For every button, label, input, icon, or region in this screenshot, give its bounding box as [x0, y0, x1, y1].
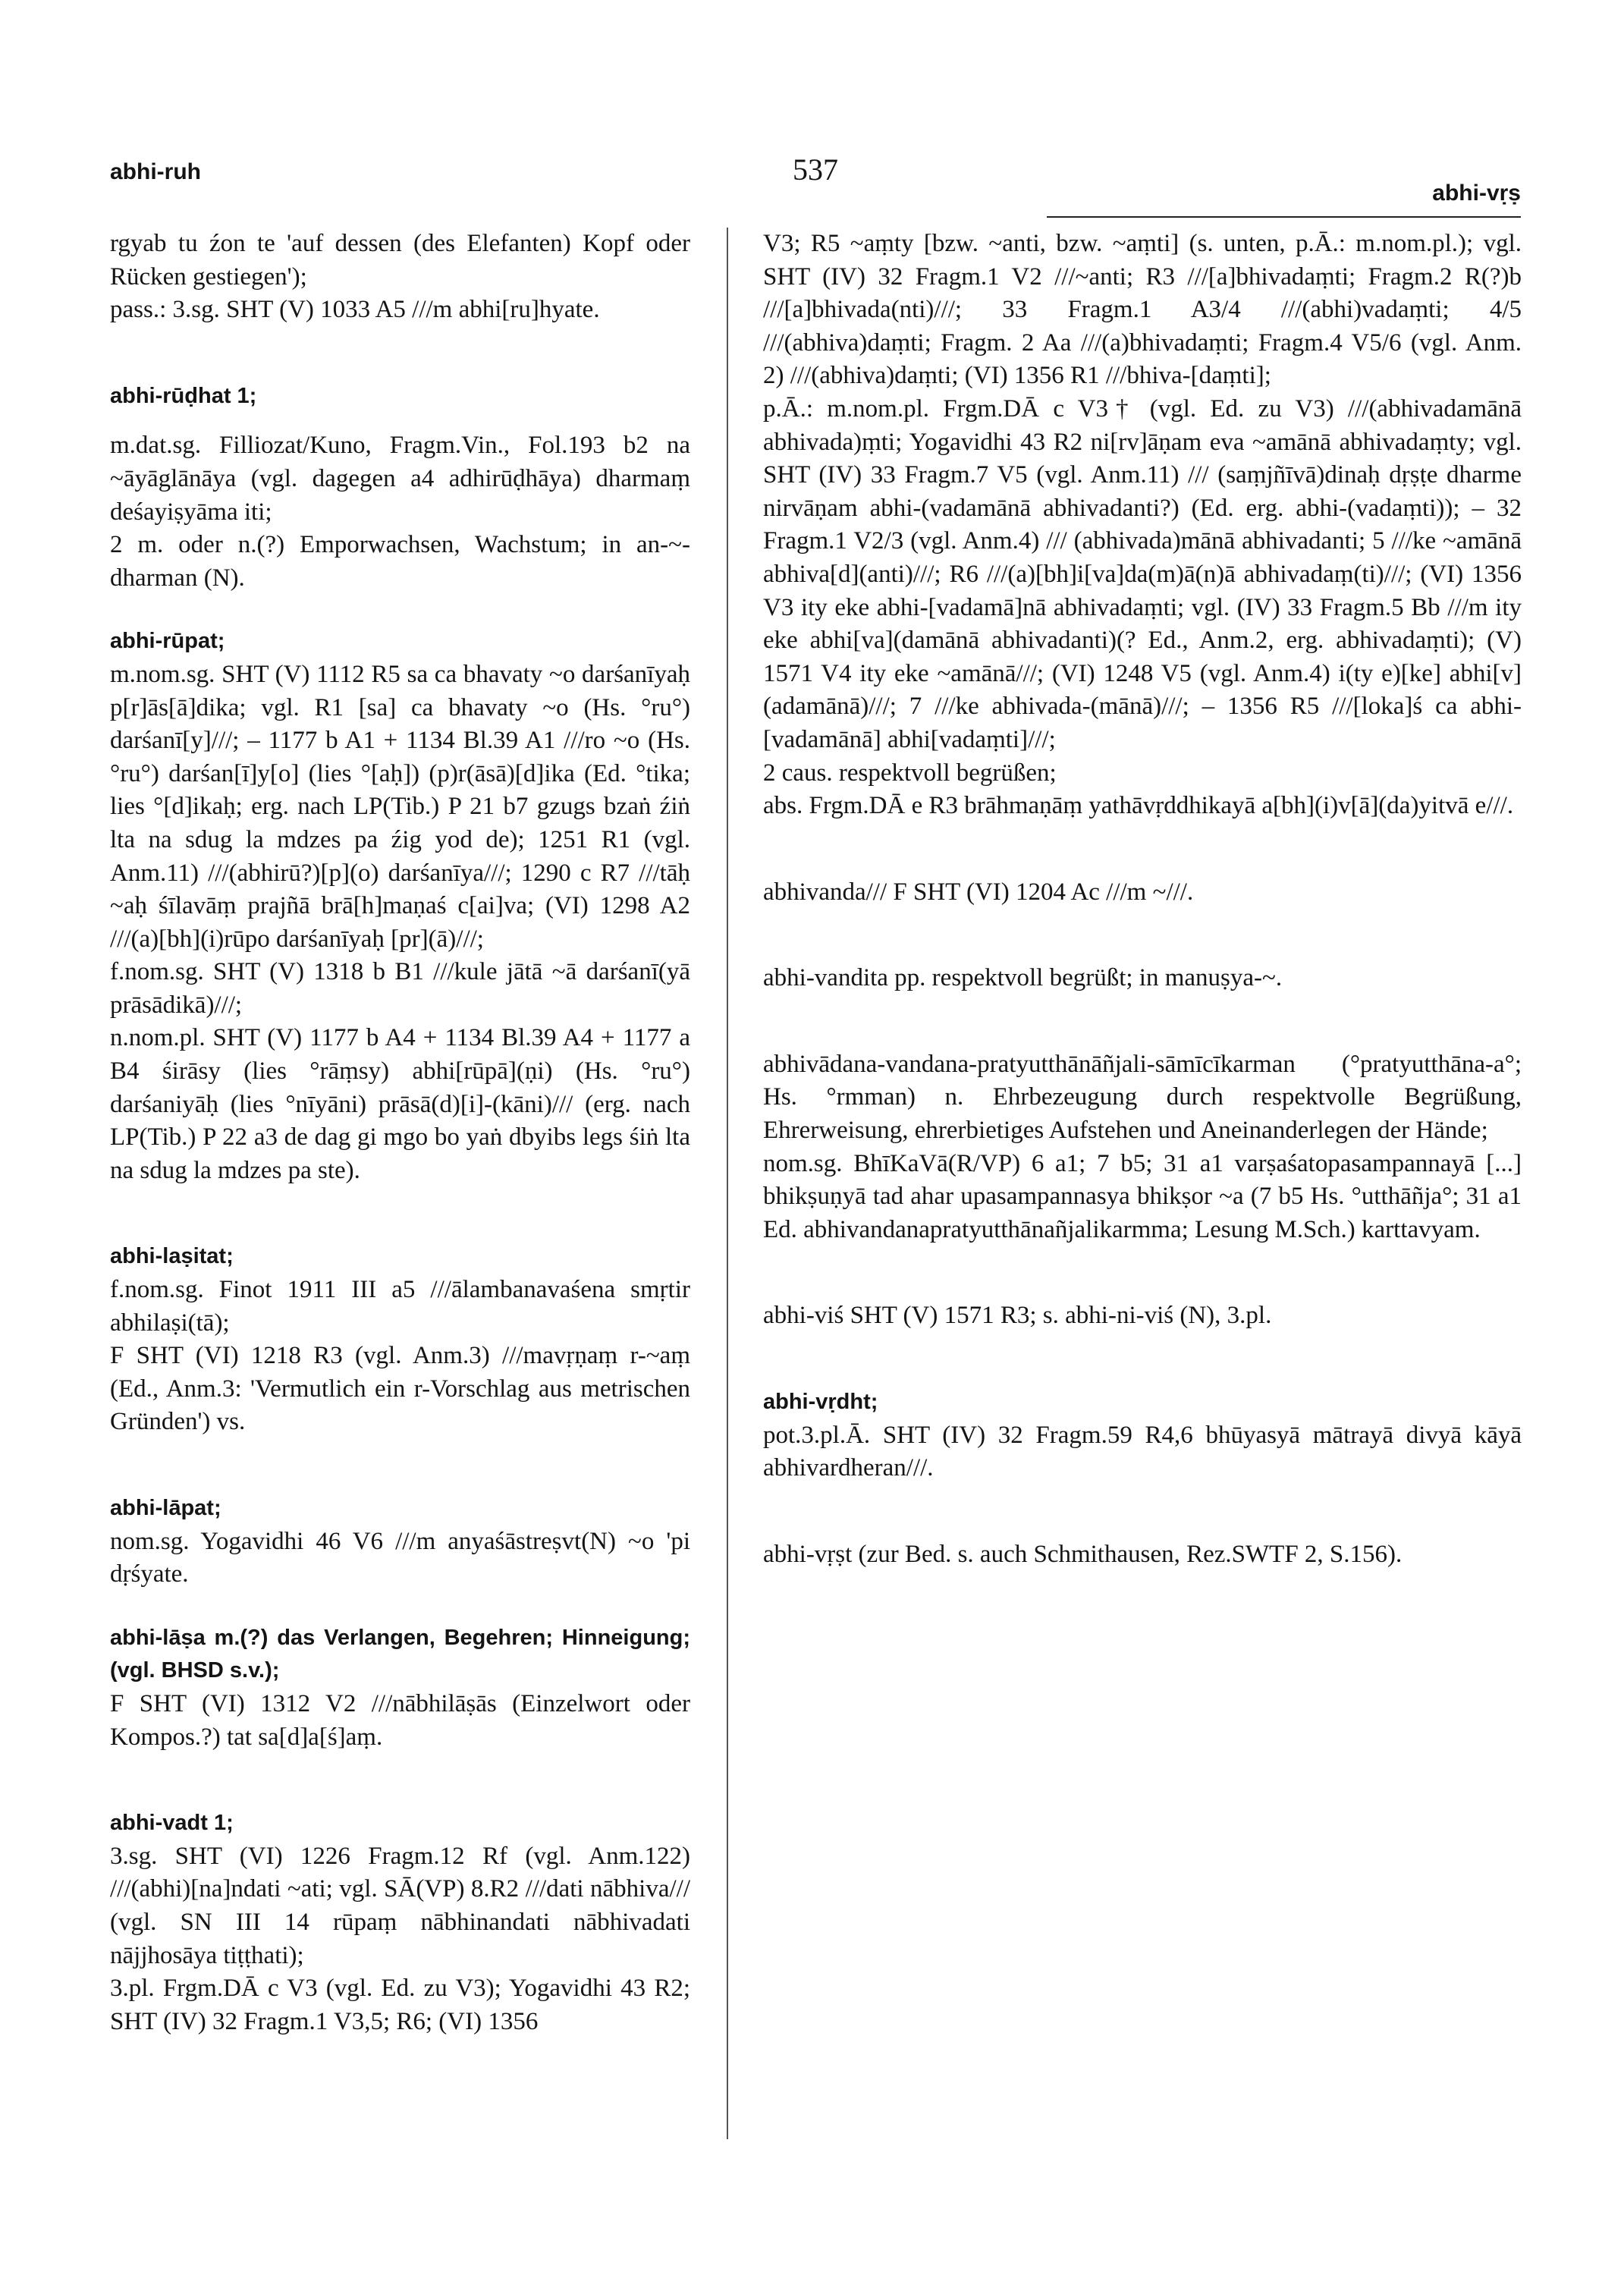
entry-text: nom.sg. Yogavidhi 46 V6 ///m anyaśāstreṣvt(N) ~o 'pi dṛśyate.	[110, 1527, 690, 1588]
entry-lemma: abhi-rūḍhat 1;	[110, 383, 257, 408]
entry-text: m.nom.sg. SHT (V) 1112 R5 sa ca bhavaty ~o darśanīyaḥ p[r]ās[ā]dika; vgl. R1 [sa] ca bhavaty ~o (Hs. °ru°) darśanī[y]///; – 1177 b A1 + 1134 Bl.39 A1 ///ro ~o (Hs. °ru°) darśan[ī]y[o] (lies °[aḥ]) (p)r(āsā)[d]ika (Ed. °tika; lies °[d]ikaḥ; erg. nach LP(Tib.) P 21 b7 gzugs bzaṅ źiṅ lta na sdug la mdzes pa źig yod de); 1251 R1 (vgl. Anm.11) ///(abhirū?)[p](o) darśanīya///; 1290 c R7 ///tāḥ ~aḥ śīlavāṃ prajñā brā[h]maṇaś c[ai]va; (VI) 1298 A2 ///(a)[bh](i)rūpo darśanīyaḥ [pr](ā)///;	[110, 660, 690, 953]
entry-text: 2 m. oder n.(?) Emporwachsen, Wachstum; in an-~-dharman (N).	[110, 531, 690, 592]
entry-text: 3.sg. SHT (VI) 1226 Fragm.12 Rf (vgl. Anm.122) ///(abhi)[na]ndati ~ati; vgl. SĀ(VP) 8.R2 ///dati nābhiva/// (vgl. SN III 14 rūpaṃ nābhinandati nābhivadati nājjhosāya tiṭṭhati);	[110, 1842, 690, 1969]
entry-lemma: abhi-rūpat;	[110, 629, 225, 654]
entry-lemma: abhi-laṣitat;	[110, 1244, 234, 1269]
left-column	[110, 228, 690, 2038]
entry-lemma-line: abhi-vandita pp. respektvoll begrüßt; in manuṣya-~.	[763, 964, 1283, 992]
entry-text: F SHT (VI) 1312 V2 ///nābhilāṣās (Einzelwort oder Kompos.?) tat sa[d]a[ś]aṃ.	[110, 1689, 690, 1751]
entry-lemma-line: abhivādana-vandana-pratyutthānāñjali-sāmīcīkarman (°pratyutthāna-a°; Hs. °rmman) n. Ehrbezeugung durch respektvolle Begrüßung, Ehrerweisung, ehrerbietiges Aufstehen und Aneinanderlegen der Hände;	[763, 1050, 1522, 1145]
header-rule	[1047, 216, 1521, 218]
entry-text: n.nom.pl. SHT (V) 1177 b A4 + 1134 Bl.39 A4 + 1177 a B4 śirāsy (lies °rāṃsy) abhi[rūpā](ṇi) (Hs. °ru°) darśaniyāḥ (lies °nīyāni) prāsā(d)[i]-(kāni)/// (erg. nach LP(Tib.) P 22 a3 de dag gi mgo bo yaṅ dbyibs legs śiṅ lta na sdug la mdzes pa ste).	[110, 1024, 690, 1184]
column-divider	[727, 228, 728, 2139]
entry-lemma-line: abhi-viś SHT (V) 1571 R3; s. abhi-ni-viś (N), 3.pl.	[763, 1302, 1272, 1330]
entry-lemma: abhi-lāpat;	[110, 1496, 221, 1520]
entry-text: f.nom.sg. Finot 1911 III a5 ///ālambanavaśena smṛtir abhilaṣi(tā);	[110, 1276, 690, 1337]
entry-lemma-line: abhi-vṛṣt (zur Bed. s. auch Schmithausen, Rez.SWTF 2, S.156).	[763, 1540, 1403, 1568]
page-header	[110, 152, 1521, 212]
entry-text: nom.sg. BhīKaVā(R/VP) 6 a1; 7 b5; 31 a1 varṣaśatopasampannayā [...] bhikṣuṇyā tad ahar upasampannasya bhikṣor ~a (7 b5 Hs. °utthāñja°; 31 a1 Ed. abhivandanapratyutthānañjalikarmma; Lesung M.Sch.) karttavyam.	[763, 1149, 1522, 1243]
entry-lemma: abhi-vṛdht;	[763, 1390, 878, 1415]
entry-text: rgyab tu źon te 'auf dessen (des Elefanten) Kopf oder Rücken gestiegen');	[110, 230, 690, 291]
entry-text: f.nom.sg. SHT (V) 1318 b B1 ///kule jātā ~ā darśanī(yā prāsādikā)///;	[110, 958, 690, 1019]
entry-text: pass.: 3.sg. SHT (V) 1033 A5 ///m abhi[ru]hyate.	[110, 296, 600, 324]
entry-text: 3.pl. Frgm.DĀ c V3 (vgl. Ed. zu V3); Yogavidhi 43 R2; SHT (IV) 32 Fragm.1 V3,5; R6; (VI) 1356	[110, 1975, 690, 2035]
entry-text: F SHT (VI) 1218 R3 (vgl. Anm.3) ///mavṛṇaṃ r-~aṃ (Ed., Anm.3: 'Vermutlich ein r-Vorschlag aus metrischen Gründen') vs.	[110, 1342, 690, 1436]
entry-text: abs. Frgm.DĀ e R3 brāhmaṇāṃ yathāvṛddhikayā a[bh](i)v[ā](da)yitvā e///.	[763, 792, 1514, 820]
entry-text: pot.3.pl.Ā. SHT (IV) 32 Fragm.59 R4,6 bhūyasyā mātrayā divyā kāyā abhivardheran///.	[763, 1421, 1522, 1482]
page-number: 537	[793, 152, 838, 187]
entry-text: m.dat.sg. Filliozat/Kuno, Fragm.Vin., Fol.193 b2 na ~āyāglānāya (vgl. dagegen a4 adhirūḍhāya) dharmaṃ deśayiṣyāma iti;	[110, 432, 690, 526]
running-head-right: abhi-vṛṣ	[1432, 181, 1521, 206]
entry-text: V3; R5 ~aṃty [bzw. ~anti, bzw. ~aṃti] (s. unten, p.Ā.: m.nom.pl.); vgl. SHT (IV) 32 Fragm.1 V2 ///~anti; R3 ///[a]bhivadaṃti; Fragm.2 R(?)b ///[a]bhivada(nti)///; 33 Fragm.1 A3/4 ///(abhi)vadaṃti; 4/5 ///(abhiva)daṃti; Fragm. 2 Aa ///(a)bhivadaṃti; Fragm.4 V5/6 (vgl. Anm. 2) ///(abhiva)daṃti; (VI) 1356 R1 ///bhiva-[daṃti];	[763, 230, 1522, 390]
entry-lemma-line: abhivanda/// F SHT (VI) 1204 Ac ///m ~///.	[763, 878, 1194, 906]
entry-lemma: abhi-lāṣa m.(?) das Verlangen, Begehren; Hinneigung; (vgl. BHSD s.v.);	[110, 1625, 690, 1683]
entry-lemma: abhi-vadt 1;	[110, 1811, 234, 1836]
entry-text: 2 caus. respektvoll begrüßen;	[763, 759, 1057, 787]
running-head-left: abhi-ruh	[110, 159, 201, 184]
entry-text: p.Ā.: m.nom.pl. Frgm.DĀ c V3† (vgl. Ed. zu V3) ///(abhivadamānā abhivada)ṃti; Yogavidhi 43 R2 ni[rv]āṇam eva ~amānā abhivadaṃty; vgl. SHT (IV) 33 Fragm.7 V5 (vgl. Anm.11) /// (saṃjñīvā)dinaḥ dṛṣṭe dharme nirvāṇam abhi-(vadamānā abhivadanti?) (Ed. erg. abhi-(vadaṃti)); – 32 Fragm.1 V2/3 (vgl. Anm.4) /// (abhivada)mānā abhivadanti; 5 ///ke ~amānā abhiva[d](anti)///; R6 ///(a)[bh]i[va]da(m)ā(n)ā abhivadaṃ(ti)///; (VI) 1356 V3 ity eke abhi-[vadamā]nā abhivadaṃti; vgl. (IV) 33 Fragm.5 Bb ///m ity eke abhi[va](damānā abhivadanti)(? Ed., Anm.2, erg. abhivadaṃti); (V) 1571 V4 ity eke ~amānā///; (VI) 1248 V5 (vgl. Anm.4) i(ty e)[ke] abhi[v](adamānā)///; 7 ///ke abhivada-(mānā)///; – 1356 R5 ///[loka]ś ca abhi-[vadamānā] abhi[vadaṃti]///;	[763, 394, 1522, 753]
right-column	[763, 228, 1522, 1571]
